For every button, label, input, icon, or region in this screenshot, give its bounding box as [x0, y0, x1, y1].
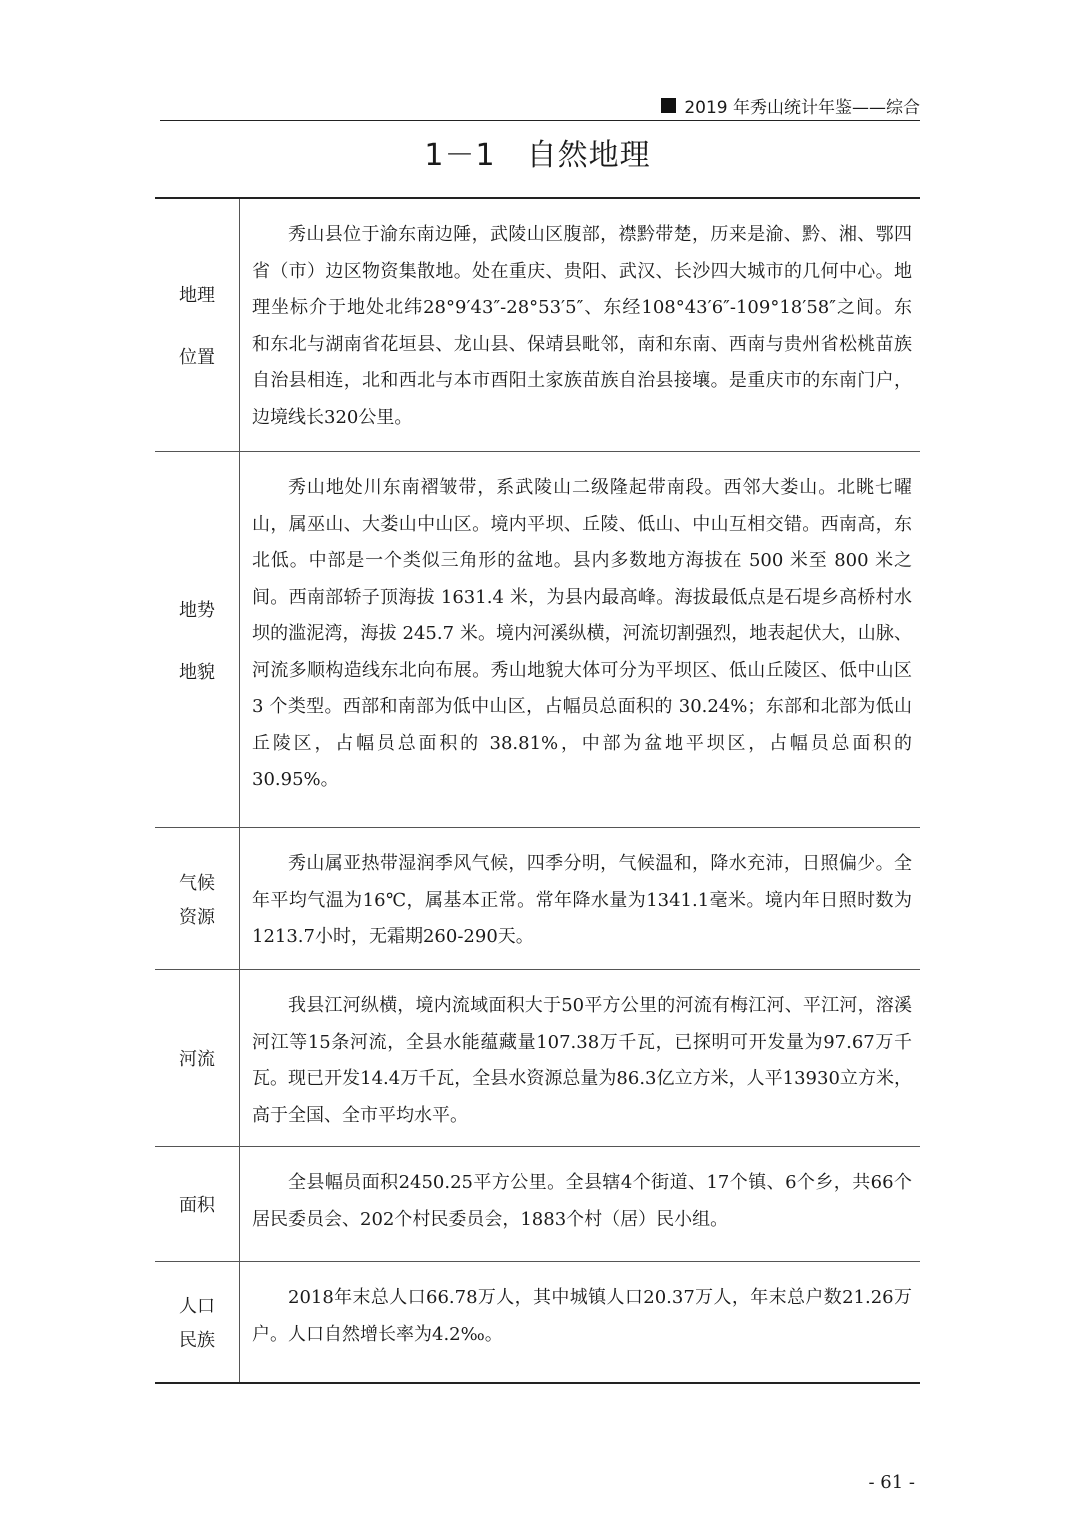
row-label-line2: 民族: [179, 1330, 215, 1351]
running-header: [160, 90, 920, 121]
page-number: - 61 -: [868, 1472, 915, 1493]
table-row-rivers: [155, 970, 920, 1147]
row-label: [155, 199, 240, 451]
row-label-line2: 地貌: [179, 661, 215, 683]
row-content: 秀山县位于渝东南边陲，武陵山区腹部，襟黔带楚，历来是渝、黔、湘、鄂四省（市）边区物资集散地。处在重庆、贵阳、武汉、长沙四大城市的几何中心。地理坐标介于地处北纬28°9′43″-28°53′5″、东经108°43′6″-109°18′58″之间。东和东北与湖南省花垣县、龙山县、保靖县毗邻，南和东南、西南与贵州省松桃苗族自治县相连，北和西北与本市酉阳土家族苗族自治县接壤。是重庆市的东南门户，边境线长320公里。: [252, 224, 912, 428]
page-title: 1－1 自然地理: [424, 138, 651, 173]
row-content: 我县江河纵横，境内流域面积大于50平方公里的河流有梅江河、平江河，溶溪河江等15条河流，全县水能蕴藏量107.38万千瓦，已探明可开发量为97.67万千瓦。现已开发14.4万千瓦，全县水资源总量为86.3亿立方米，人平13930立方米，高于全国、全市平均水平。: [252, 995, 912, 1126]
row-label: [155, 1262, 240, 1382]
row-content: 秀山属亚热带湿润季风气候，四季分明，气候温和，降水充沛，日照偏少。全年平均气温为16℃，属基本正常。常年降水量为1341.1毫米。境内年日照时数为1213.7小时，无霜期260-290天。: [252, 853, 912, 947]
row-content: 2018年末总人口66.78万人，其中城镇人口20.37万人，年末总户数21.26万户。人口自然增长率为4.2‰。: [252, 1287, 912, 1345]
row-label: [155, 828, 240, 969]
row-content: 秀山地处川东南褶皱带，系武陵山二级隆起带南段。西邻大娄山。北眺七曜山，属巫山、大娄山中山区。境内平坝、丘陵、低山、中山互相交错。西南高，东北低。中部是一个类似三角形的盆地。县内多数地方海拔在 500 米至 800 米之间。西南部轿子顶海拔 1631.4 米，为县内最高峰。海拔最低点是石堤乡高桥村水坝的滥泥湾，海拔 245.7 米。境内河溪纵横，河流切割强烈，地表起伏大，山脉、河流多顺构造线东北向布展。秀山地貌大体可分为平坝区、低山丘陵区、低中山区 3 个类型。西部和南部为低中山区，占幅员总面积的 30.24%；东部和北部为低山丘陵区，占幅员总面积的 38.81%，中部为盆地平坝区，占幅员总面积的 30.95%。: [252, 477, 912, 790]
row-label-line1: 人口: [179, 1296, 215, 1317]
table-row-climate: [155, 828, 920, 970]
row-label-line1: 地理: [179, 285, 215, 306]
row-label-line1: 气候: [179, 872, 215, 894]
row-label-line2: 位置: [179, 347, 215, 368]
square-bullet-icon: [661, 98, 676, 113]
table-row-terrain: [155, 452, 920, 828]
row-label-line1: 面积: [179, 1195, 215, 1216]
row-label-line1: 河流: [179, 1049, 215, 1070]
header-text: 2019 年秀山统计年鉴——综合: [684, 97, 920, 118]
row-label: [155, 970, 240, 1146]
row-label-line2: 资源: [179, 906, 215, 928]
row-label-line1: 地势: [179, 599, 215, 621]
table-row-area: [155, 1147, 920, 1262]
row-content: 全县幅员面积2450.25平方公里。全县辖4个街道、17个镇、6个乡，共66个居民委员会、202个村民委员会，1883个村（居）民小组。: [252, 1172, 912, 1230]
table-row-location: [155, 199, 920, 452]
row-label: [155, 1147, 240, 1261]
table-row-population: [155, 1262, 920, 1382]
geography-table: [155, 197, 920, 1384]
row-label: [155, 452, 240, 827]
